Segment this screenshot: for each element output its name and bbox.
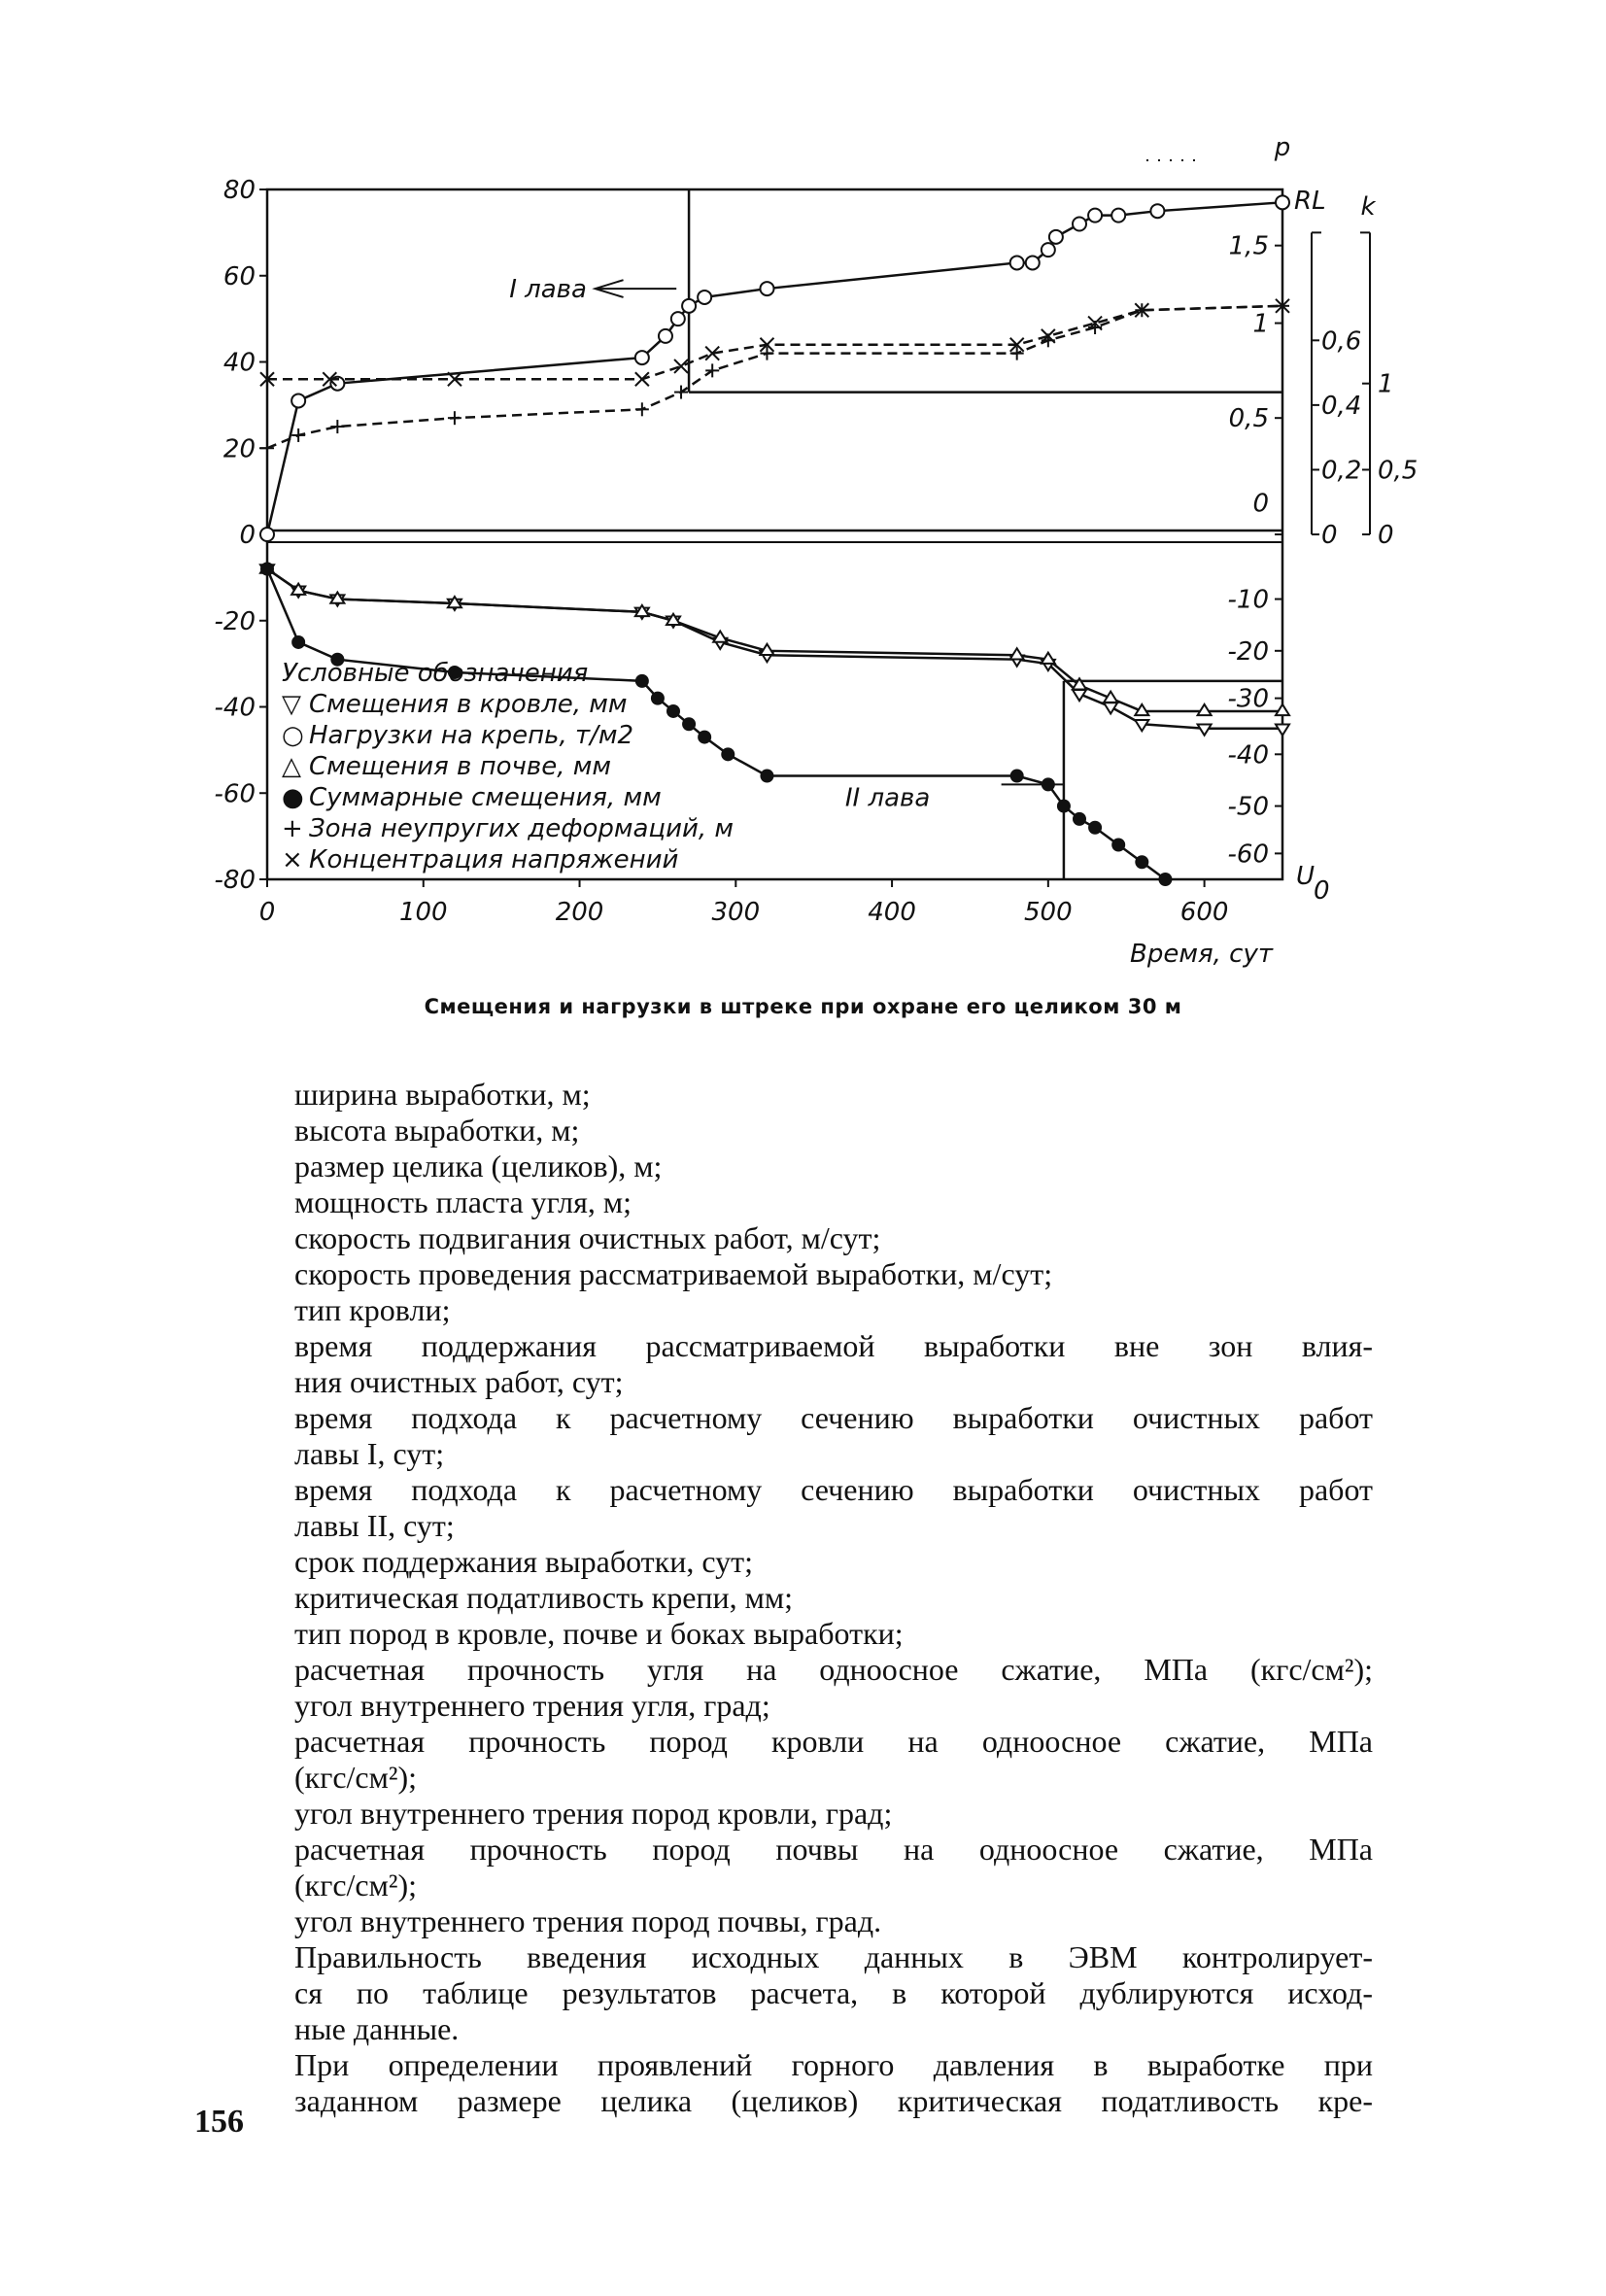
data-point <box>1276 724 1289 735</box>
right-tick-label: 0,5 <box>1228 404 1269 434</box>
list-item-continuation: лавы I, сут; <box>294 1436 445 1471</box>
list-item: высота выработки, м; <box>294 1113 580 1148</box>
list-item: размер целика (целиков), м; <box>294 1148 663 1183</box>
point-marker <box>760 282 773 295</box>
paragraph-line: ся по таблице результатов расчета, в которой дублируются исход- <box>294 1975 1373 2010</box>
data-point <box>1276 704 1289 715</box>
figure <box>214 126 1418 1001</box>
data-point <box>760 770 773 783</box>
point-marker <box>682 717 696 731</box>
point-marker <box>260 563 274 576</box>
x-tick-label: 400 <box>868 898 916 927</box>
data-point <box>1150 204 1164 218</box>
legend-title: Условные обозначения <box>282 658 589 688</box>
point-marker <box>1150 204 1164 218</box>
data-point <box>1042 777 1055 791</box>
u0-label: U <box>1296 862 1316 891</box>
data-point <box>760 282 773 295</box>
x-tick-label: 200 <box>555 898 604 927</box>
point-marker <box>1073 218 1086 231</box>
data-point <box>1111 209 1125 223</box>
point-marker <box>1010 648 1024 659</box>
u0-subscript: 0 <box>1314 876 1330 906</box>
list-item: время поддержания рассматриваемой выработки вне зон влия- <box>294 1328 1373 1363</box>
right-tick-label: -10 <box>1227 585 1269 615</box>
data-point <box>291 394 305 407</box>
point-marker <box>682 299 696 313</box>
x-tick-label: 600 <box>1179 898 1229 927</box>
y-tick-label: 20 <box>222 434 256 464</box>
data-point <box>682 717 696 731</box>
list-item-continuation: ния очистных работ, сут; <box>294 1364 624 1399</box>
data-point <box>1010 770 1024 783</box>
list-item: угол внутреннего трения угля, град; <box>294 1688 770 1723</box>
data-point <box>1158 873 1172 886</box>
point-marker <box>1042 243 1055 257</box>
point-marker <box>291 394 305 407</box>
list-item: мощность пласта угля, м; <box>294 1184 632 1219</box>
list-item: срок поддержания выработки, сут; <box>294 1544 753 1579</box>
figure-caption: Смещения и нагрузки в штреке при охране его целиком 30 м <box>424 995 1182 1018</box>
data-point <box>1010 256 1024 269</box>
list-item: угол внутреннего трения пород почвы, град. <box>294 1903 882 1938</box>
point-marker <box>1158 873 1172 886</box>
data-point <box>698 731 711 744</box>
point-marker <box>1049 230 1063 244</box>
point-marker <box>1111 209 1125 223</box>
data-point <box>260 441 274 455</box>
data-point <box>721 747 735 761</box>
point-marker <box>666 704 680 718</box>
point-marker <box>1135 855 1148 869</box>
x-tick-label: 0 <box>258 898 276 927</box>
list-item: тип кровли; <box>294 1292 451 1327</box>
k-tick-label: 0 <box>1378 521 1394 550</box>
right-tick-label: -60 <box>1227 840 1269 870</box>
data-point <box>674 360 688 373</box>
point-marker <box>1057 800 1071 813</box>
point-marker <box>651 692 665 705</box>
list-item: критическая податливость крепи, мм; <box>294 1580 794 1615</box>
data-point <box>666 704 680 718</box>
list-item: угол внутреннего трения пород кровли, град; <box>294 1796 893 1831</box>
y-tick-label: 40 <box>222 348 256 378</box>
data-point <box>1088 209 1102 223</box>
paragraph-line: ные данные. <box>294 2011 460 2046</box>
k-label: k <box>1360 192 1376 222</box>
list-item-continuation: лавы II, сут; <box>294 1508 455 1543</box>
point-marker <box>291 635 305 649</box>
point-marker <box>635 351 649 364</box>
data-point <box>330 420 344 433</box>
point-marker <box>1276 724 1289 735</box>
data-point <box>1073 218 1086 231</box>
data-point <box>635 372 649 386</box>
y-tick-label: 60 <box>222 261 256 291</box>
data-point <box>671 312 685 326</box>
x-tick-label: 500 <box>1024 898 1073 927</box>
data-point <box>1057 800 1071 813</box>
data-point <box>260 563 274 576</box>
right-tick-label: -30 <box>1227 684 1269 714</box>
y-tick-label: 0 <box>239 521 256 550</box>
rl-label: RL <box>1294 187 1326 216</box>
point-marker <box>1026 256 1040 269</box>
legend-symbol: ▽ <box>282 689 301 719</box>
list-item: время подхода к расчетному сечению выработки очистных работ <box>294 1400 1373 1435</box>
data-point <box>635 351 649 364</box>
list-item-continuation: (кгс/см²); <box>294 1868 418 1902</box>
paragraph-line: Правильность введения исходных данных в ЭВМ контролирует- <box>294 1939 1373 1974</box>
point-marker <box>698 291 711 304</box>
data-point <box>705 363 719 377</box>
data-point <box>1042 333 1055 347</box>
data-point <box>635 674 649 688</box>
point-marker <box>1198 704 1212 715</box>
legend-item-label: Нагрузки на крепь, т/м2 <box>309 720 634 750</box>
list-item: скорость проведения рассматриваемой выработки, м/сут; <box>294 1256 1053 1291</box>
right-tick-label: 0 <box>1252 489 1269 519</box>
y-tick-label: -20 <box>214 606 256 636</box>
data-point <box>1042 243 1055 257</box>
list-item: расчетная прочность пород кровли на одноосное сжатие, МПа <box>294 1724 1373 1759</box>
list-item: скорость подвигания очистных работ, м/сут; <box>294 1220 881 1255</box>
list-item: ширина выработки, м; <box>294 1077 591 1112</box>
data-point <box>1111 839 1125 852</box>
data-point <box>448 411 461 425</box>
point-marker <box>721 747 735 761</box>
data-point <box>698 291 711 304</box>
x-axis-label: Время, сут <box>1130 940 1273 969</box>
right-tick-label: 1 <box>1252 309 1269 339</box>
legend-item-label: Зона неупругих деформаций, м <box>309 813 735 843</box>
y-tick-label: 80 <box>222 176 256 205</box>
point-marker <box>635 674 649 688</box>
data-point <box>682 299 696 313</box>
point-marker <box>671 312 685 326</box>
legend-symbol: × <box>282 844 303 874</box>
legend-symbol: △ <box>282 751 301 781</box>
point-marker <box>1042 777 1055 791</box>
point-marker <box>1111 839 1125 852</box>
point-marker <box>1073 812 1086 826</box>
x-tick-label: 300 <box>711 898 761 927</box>
page-number: 156 <box>194 2104 244 2140</box>
point-marker <box>1276 195 1289 209</box>
list-item: время подхода к расчетному сечению выработки очистных работ <box>294 1472 1373 1507</box>
legend-symbol: ○ <box>282 720 304 750</box>
lava1-label: I лава <box>509 274 587 304</box>
point-marker <box>760 770 773 783</box>
data-point <box>1198 724 1212 735</box>
list-item: расчетная прочность пород почвы на одноосное сжатие, МПа <box>294 1832 1373 1867</box>
legend-symbol: + <box>282 813 303 843</box>
data-point <box>659 329 672 343</box>
legend-item-label: Суммарные смещения, мм <box>309 782 662 812</box>
legend-symbol: ● <box>282 782 304 812</box>
point-marker <box>698 731 711 744</box>
right-tick-label: -40 <box>1227 740 1269 771</box>
chart <box>214 126 1418 1001</box>
point-marker <box>1198 724 1212 735</box>
y-tick-label: -80 <box>214 866 256 895</box>
legend-item-label: Смещения в почве, мм <box>309 751 611 781</box>
paragraph-line: При определении проявлений горного давления в выработке при <box>294 2047 1373 2082</box>
data-point <box>291 635 305 649</box>
point-marker <box>1010 256 1024 269</box>
point-marker <box>1088 209 1102 223</box>
data-point <box>1010 648 1024 659</box>
body-text <box>294 1077 1373 2119</box>
point-marker <box>659 329 672 343</box>
x-tick-label: 100 <box>398 898 448 927</box>
list-item-continuation: (кгс/см²); <box>294 1760 418 1795</box>
right-tick-label: 1,5 <box>1228 231 1269 261</box>
p-axis-label: p <box>1274 133 1291 162</box>
legend-item-label: Концентрация напряжений <box>309 844 679 874</box>
point-marker <box>1276 704 1289 715</box>
series-line <box>267 202 1282 534</box>
right-tick-label: -50 <box>1227 792 1269 822</box>
point-marker <box>1088 821 1102 835</box>
lava1-arrow <box>596 280 677 297</box>
right-tick-label: -20 <box>1227 636 1269 667</box>
point-marker <box>260 528 274 541</box>
rl-tick-label: 0,6 <box>1321 326 1362 357</box>
data-point <box>260 528 274 541</box>
data-point <box>674 386 688 399</box>
y-tick-label: -60 <box>214 779 256 809</box>
series-line <box>267 306 1282 379</box>
k-tick-label: 1 <box>1378 369 1394 399</box>
data-point <box>1198 704 1212 715</box>
data-point <box>1073 812 1086 826</box>
list-item: расчетная прочность угля на одноосное сжатие, МПа (кгс/см²); <box>294 1652 1373 1687</box>
data-point <box>1049 230 1063 244</box>
list-item: тип пород в кровле, почве и боках выработки; <box>294 1616 904 1651</box>
data-point <box>1135 855 1148 869</box>
data-point <box>651 692 665 705</box>
paragraph-line: заданном размере целика (целиков) критическая податливость кре- <box>294 2083 1373 2118</box>
legend-item-label: Смещения в кровле, мм <box>309 689 628 719</box>
data-point <box>1088 821 1102 835</box>
lava2-label: II лава <box>844 783 931 813</box>
rl-tick-label: 0 <box>1321 521 1338 550</box>
k-tick-label: 0,5 <box>1378 456 1418 486</box>
point-marker <box>1010 770 1024 783</box>
data-point <box>635 402 649 416</box>
rl-tick-label: 0,2 <box>1321 456 1362 486</box>
data-point <box>1276 195 1289 209</box>
rl-tick-label: 0,4 <box>1321 391 1362 421</box>
data-point <box>1026 256 1040 269</box>
y-tick-label: -40 <box>214 693 256 723</box>
data-point <box>291 428 305 442</box>
